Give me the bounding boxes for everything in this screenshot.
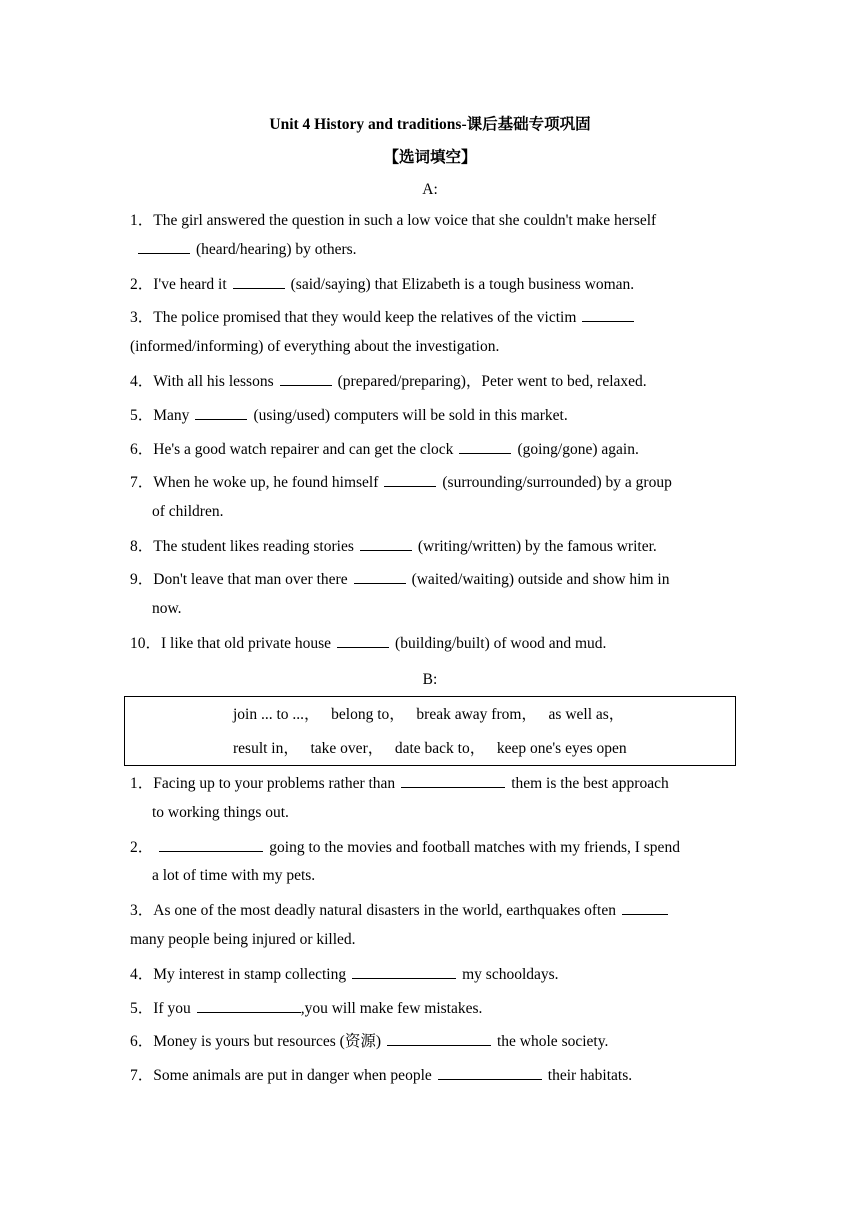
question-number: 3．: [130, 309, 154, 326]
question-number: 2．: [130, 839, 154, 856]
question-text: to working things out.: [152, 804, 289, 821]
question-text: With all his lessons: [153, 373, 274, 390]
question-text: I like that old private house: [161, 635, 332, 652]
question-text: (building/built) of wood and mud.: [395, 635, 607, 652]
question-text: many people being injured or killed.: [130, 931, 356, 948]
question-number: 4．: [130, 966, 154, 983]
word-bank-row: result in， take over， date back to， keep one's eyes open: [233, 740, 627, 757]
section-heading: 【选词填空】: [383, 148, 477, 166]
question-text: now.: [152, 600, 182, 617]
part-b-label: B:: [422, 671, 438, 688]
answer-blank[interactable]: [438, 1078, 542, 1080]
page-title: Unit 4 History and traditions-课后基础专项巩固: [269, 116, 591, 133]
question-text: Facing up to your problems rather than: [153, 775, 396, 792]
question-number: 2．: [130, 276, 154, 293]
question-text: (going/gone) again.: [517, 441, 639, 458]
question-text: (writing/written) by the famous writer.: [417, 538, 657, 555]
question-text: Don't leave that man over there: [153, 571, 348, 588]
question-text: The girl answered the question in such a low voice that she couldn't make herself: [153, 212, 657, 229]
part-a-label: A:: [422, 181, 438, 198]
question-text: (using/used) computers will be sold in this market.: [253, 407, 568, 424]
question-number: 7．: [130, 1067, 154, 1084]
question-text: (prepared/preparing)，Peter went to bed, relaxed.: [337, 373, 647, 390]
question-text: (heard/hearing) by others.: [196, 241, 357, 258]
question-number: 4．: [130, 373, 154, 390]
answer-blank[interactable]: [159, 850, 263, 852]
question-text: going to the movies and football matches with my friends, I spend: [269, 839, 680, 856]
question-text: them is the best approach: [511, 775, 669, 792]
question-text: my schooldays.: [462, 966, 559, 983]
answer-blank[interactable]: [354, 582, 406, 584]
question-text: I've heard it: [153, 276, 227, 293]
question-text: (surrounding/surrounded) by a group: [442, 474, 672, 491]
question-number: 6．: [130, 1033, 154, 1050]
question-number: 3．: [130, 902, 154, 919]
answer-blank[interactable]: [384, 485, 436, 487]
answer-blank[interactable]: [138, 252, 190, 254]
answer-blank[interactable]: [582, 320, 634, 322]
question-text: the whole society.: [497, 1033, 609, 1050]
question-text: a lot of time with my pets.: [152, 867, 316, 884]
question-text: Money is yours but resources (资源): [153, 1033, 381, 1050]
answer-blank[interactable]: [622, 913, 668, 915]
question-text: As one of the most deadly natural disasters in the world, earthquakes often: [153, 902, 616, 919]
question-text: their habitats.: [547, 1067, 633, 1084]
answer-blank[interactable]: [337, 646, 389, 648]
question-number: 1．: [130, 212, 154, 229]
answer-blank[interactable]: [360, 549, 412, 551]
answer-blank[interactable]: [401, 786, 505, 788]
question-number: 1．: [130, 775, 154, 792]
question-text: The police promised that they would keep the relatives of the victim: [153, 309, 577, 326]
answer-blank[interactable]: [280, 384, 332, 386]
question-number: 5．: [130, 407, 154, 424]
question-number: 9．: [130, 571, 154, 588]
question-text: ,you will make few mistakes.: [300, 1000, 483, 1017]
answer-blank[interactable]: [387, 1044, 491, 1046]
question-number: 10．: [130, 635, 162, 652]
question-number: 8．: [130, 538, 154, 555]
question-text: (informed/informing) of everything about the investigation.: [130, 338, 500, 355]
question-text: My interest in stamp collecting: [153, 966, 347, 983]
answer-blank[interactable]: [459, 452, 511, 454]
question-number: 5．: [130, 1000, 154, 1017]
question-text: (said/saying) that Elizabeth is a tough business woman.: [290, 276, 635, 293]
answer-blank[interactable]: [233, 287, 285, 289]
question-text: When he woke up, he found himself: [153, 474, 379, 491]
question-text: He's a good watch repairer and can get the clock: [153, 441, 454, 458]
word-bank-row: join ... to ...， belong to， break away from， as well as，: [233, 706, 625, 723]
question-text: (waited/waiting) outside and show him in: [411, 571, 670, 588]
question-number: 7．: [130, 474, 154, 491]
question-text: If you: [153, 1000, 191, 1017]
word-bank-box: [124, 696, 736, 766]
question-number: 6．: [130, 441, 154, 458]
answer-blank[interactable]: [352, 977, 456, 979]
answer-blank[interactable]: [197, 1011, 301, 1013]
question-text: Many: [153, 407, 190, 424]
question-text: Some animals are put in danger when people: [153, 1067, 432, 1084]
answer-blank[interactable]: [195, 418, 247, 420]
question-text: of children.: [152, 503, 224, 520]
question-text: The student likes reading stories: [153, 538, 354, 555]
